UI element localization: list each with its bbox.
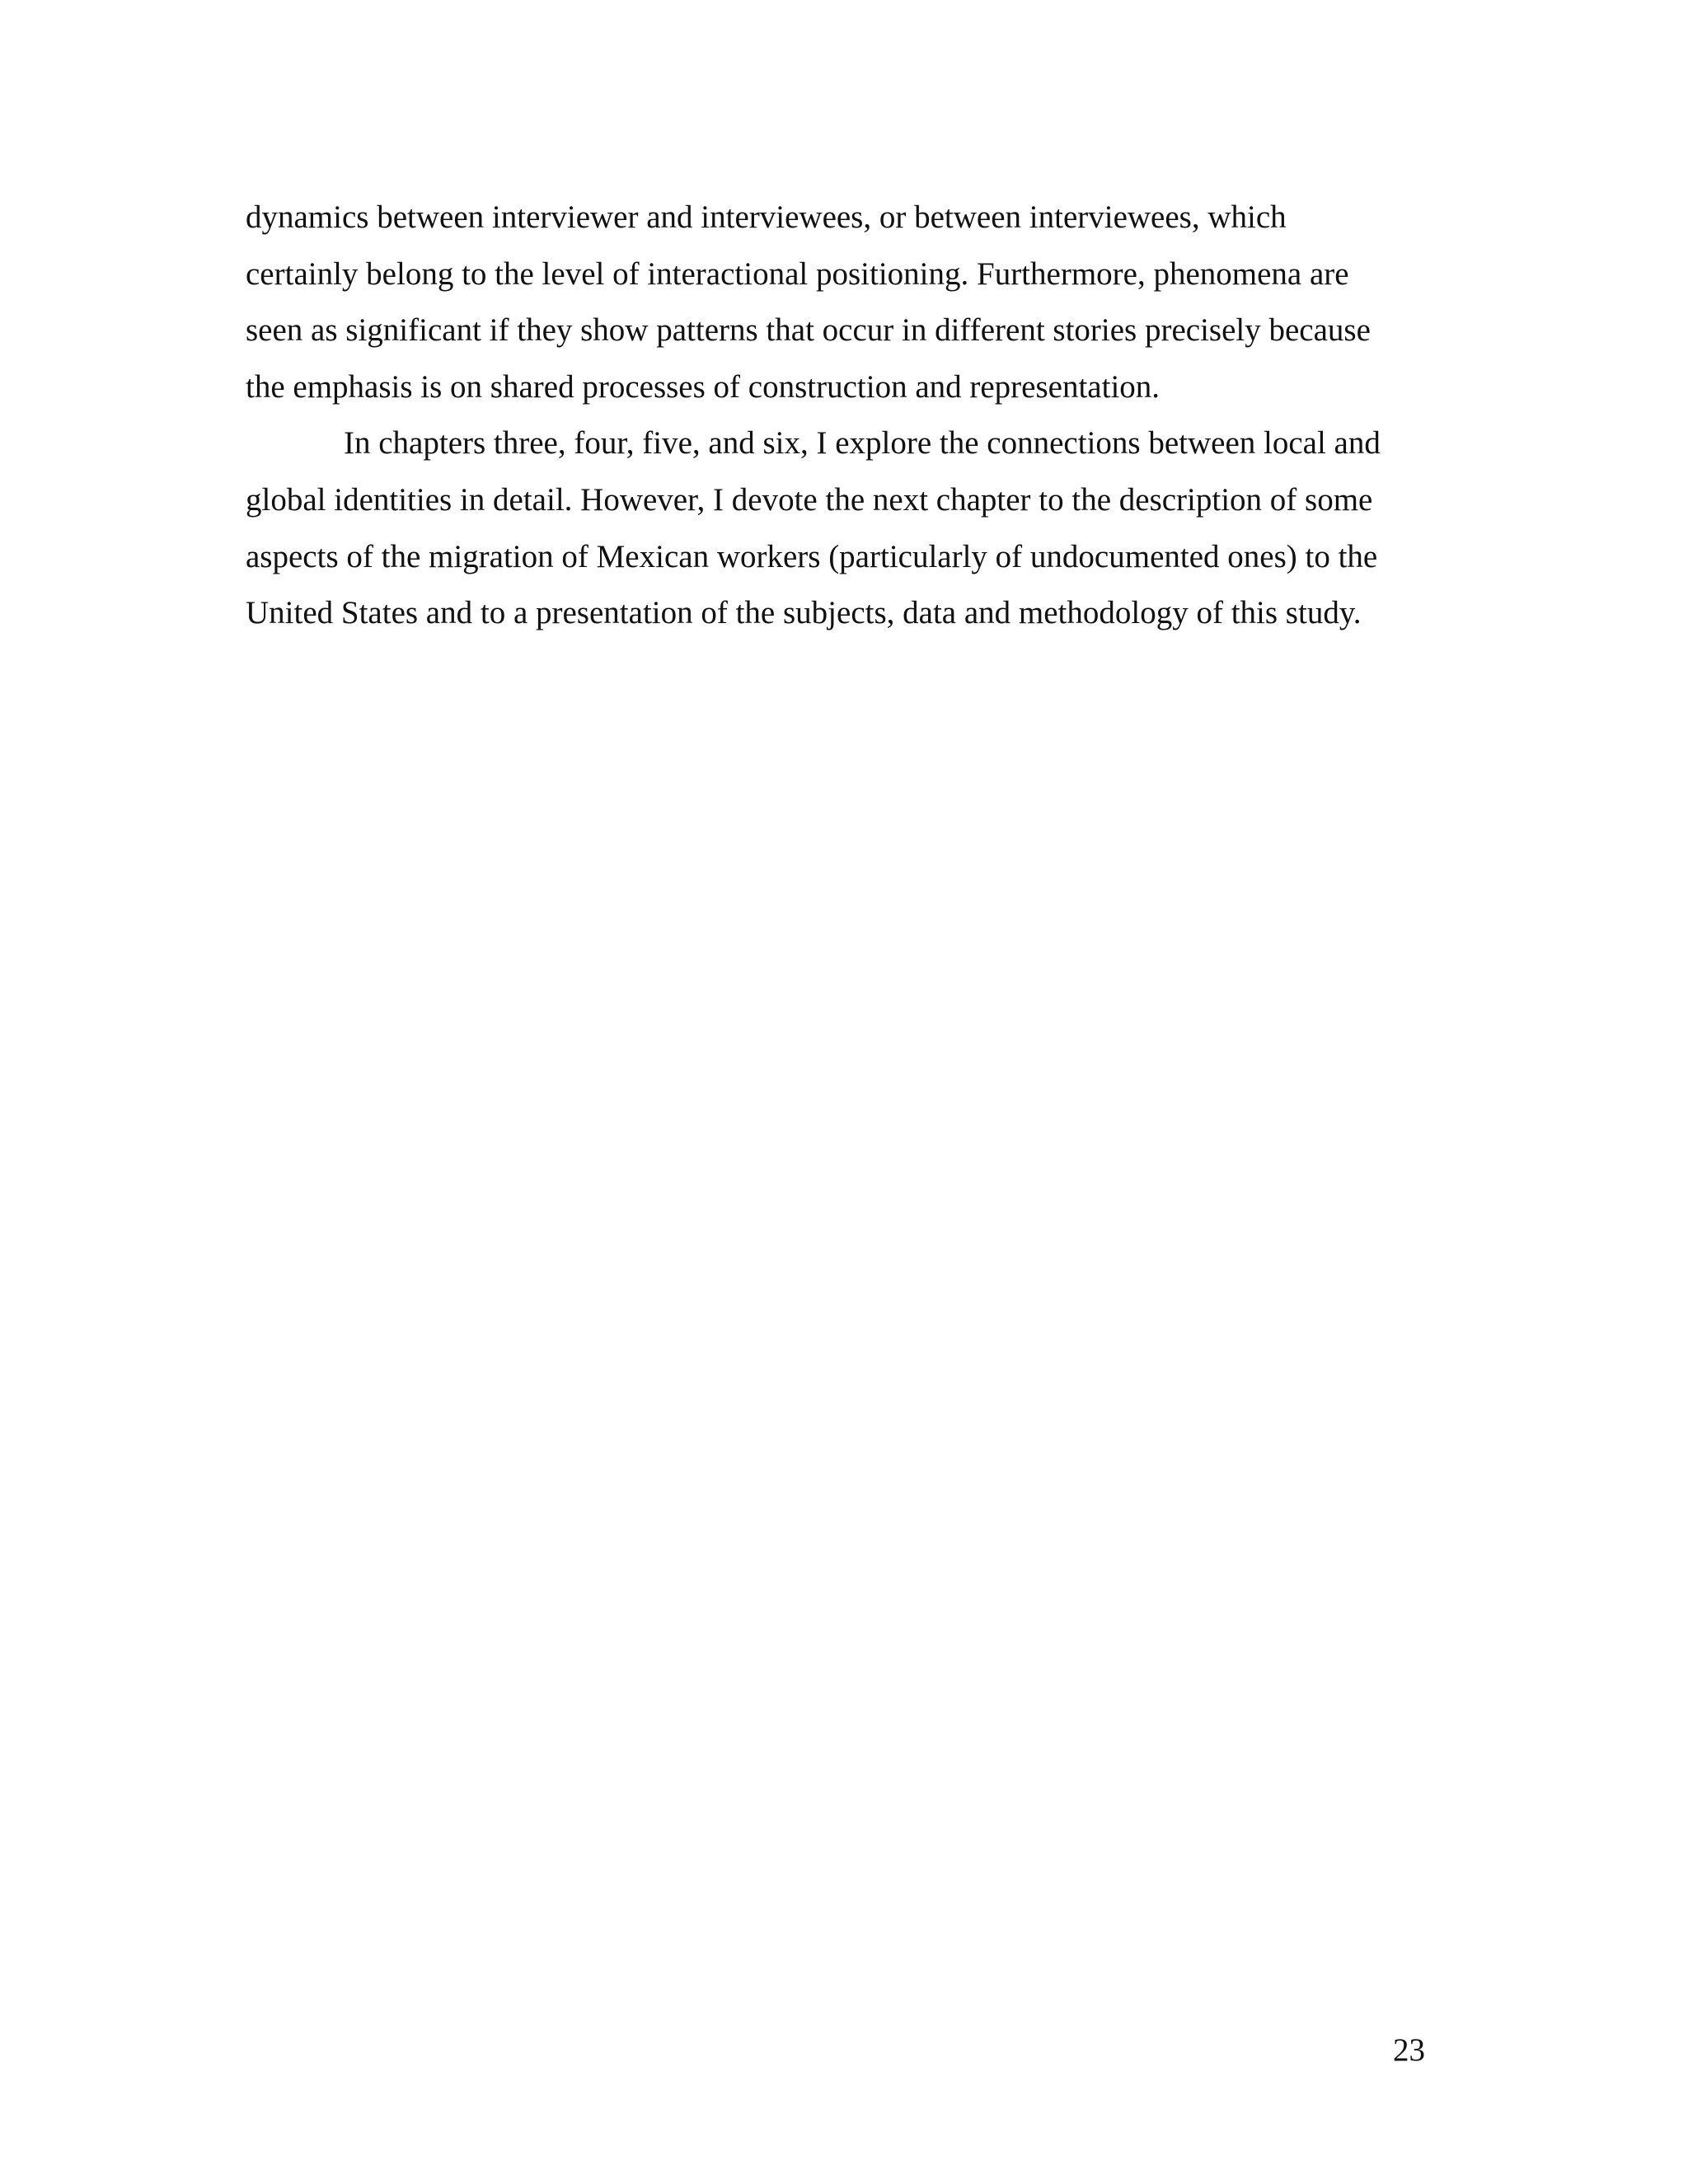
body-text: [246, 190, 1449, 642]
text-line: the emphasis is on shared processes of construction and representation.: [246, 368, 1160, 405]
paragraph-continued: [246, 190, 1449, 415]
text-line: seen as significant if they show patterns that occur in different stories precisely because: [246, 312, 1371, 349]
text-line: certainly belong to the level of interactional positioning. Furthermore, phenomena are: [246, 255, 1349, 292]
text-line: United States and to a presentation of the subjects, data and methodology of this study.: [246, 595, 1362, 631]
text-line: aspects of the migration of Mexican workers (particularly of undocumented ones) to the: [246, 538, 1378, 574]
paragraph: [246, 415, 1449, 641]
page-number: 23: [1393, 2032, 1425, 2068]
text-line: global identities in detail. However, I devote the next chapter to the description of some: [246, 481, 1373, 518]
text-line: dynamics between interviewer and interviewees, or between interviewees, which: [246, 199, 1287, 235]
text-line-indented: In chapters three, four, five, and six, I explore the connections between local and: [344, 425, 1381, 462]
